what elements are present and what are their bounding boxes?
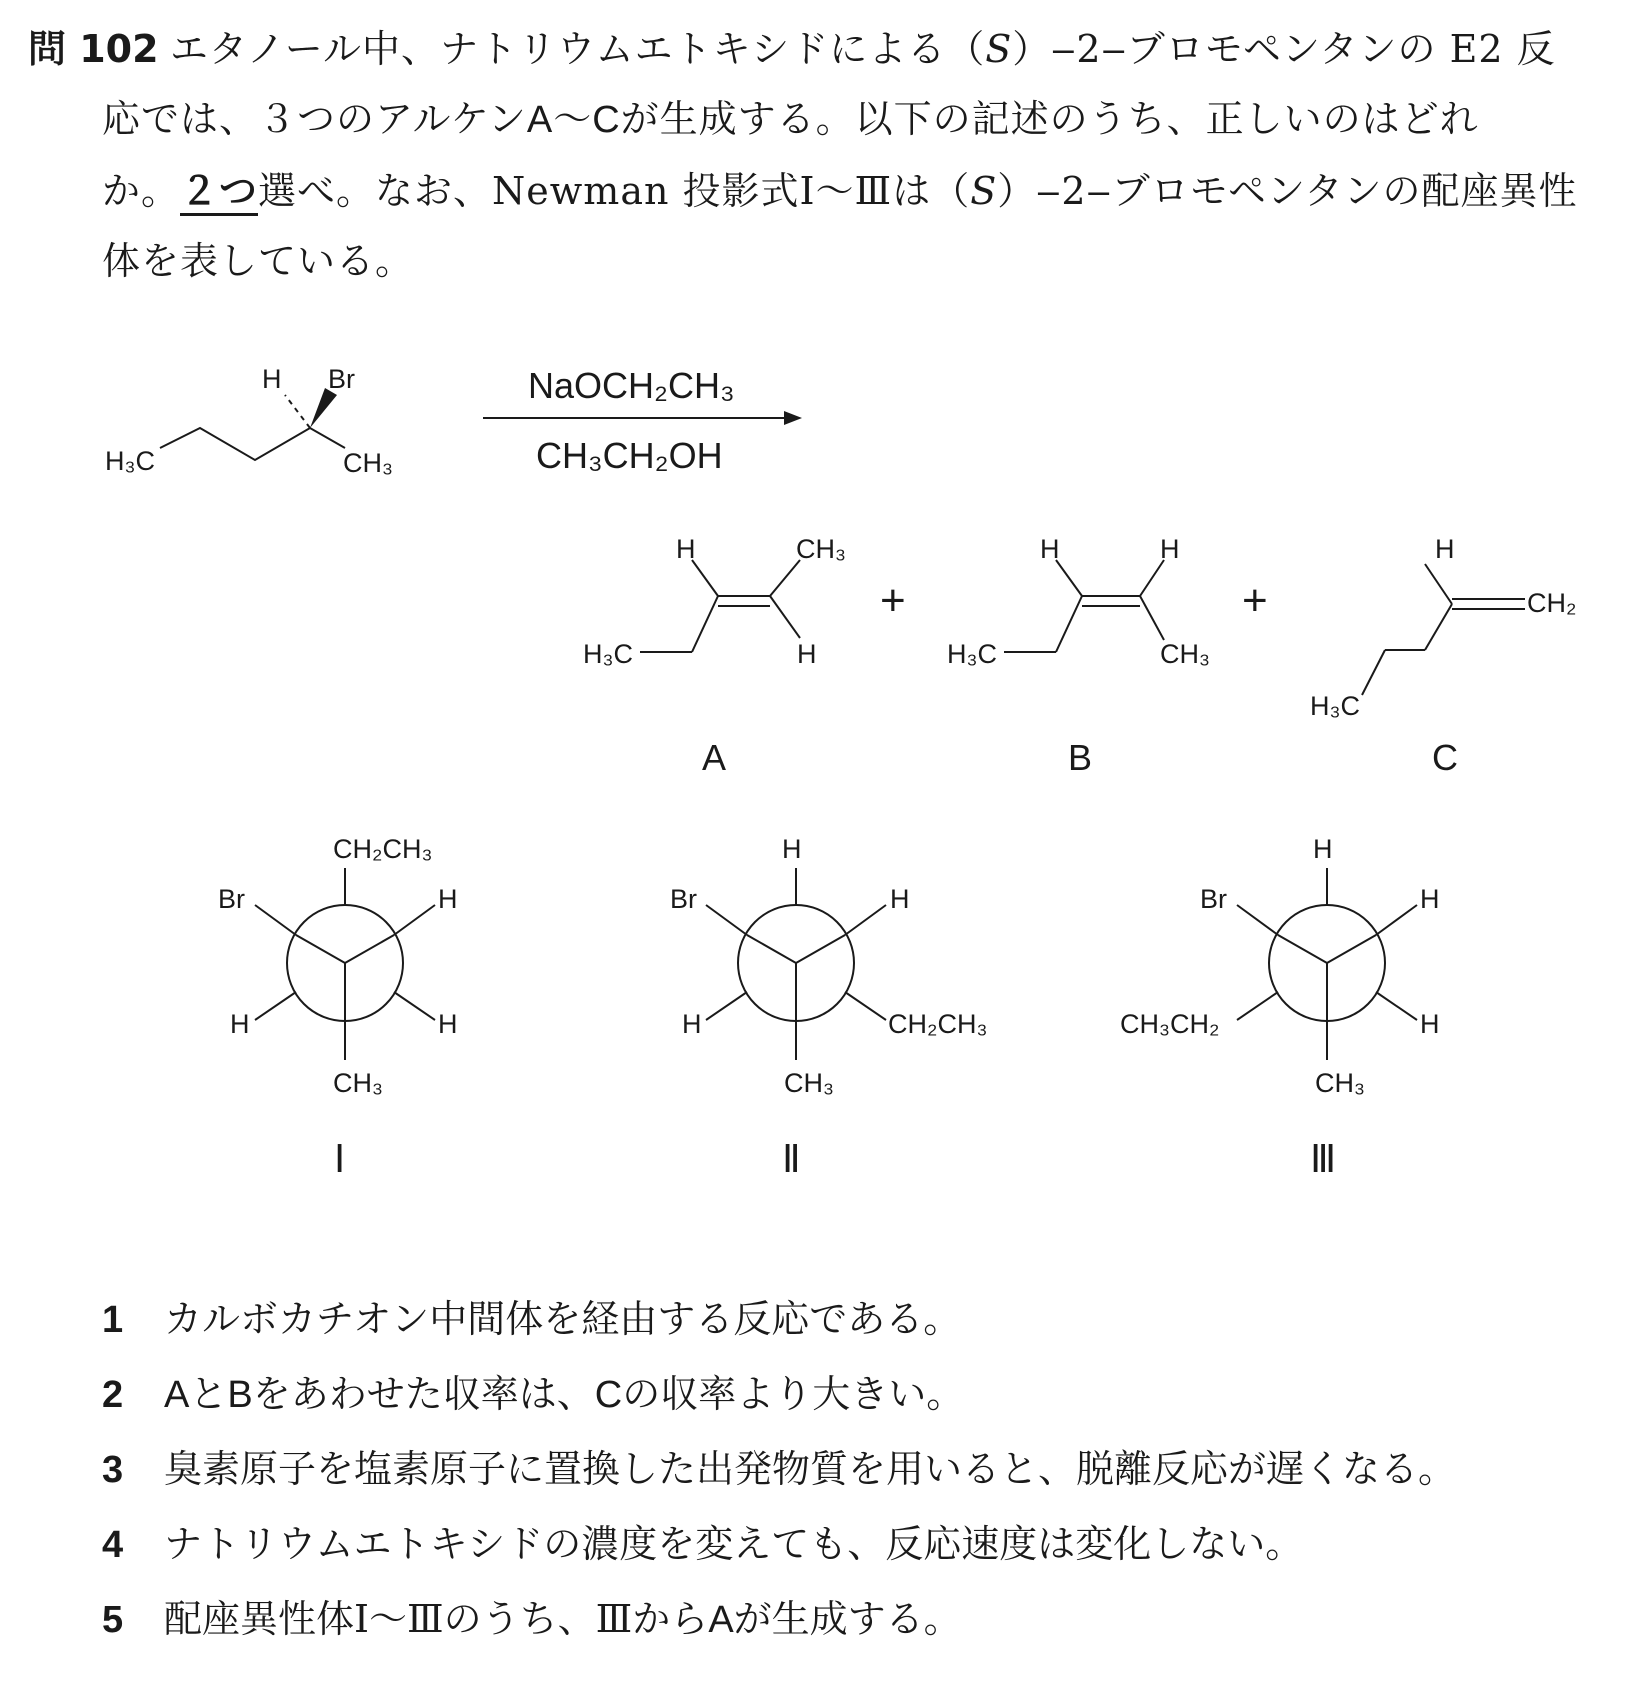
option-text: 配座異性体Ⅰ～Ⅲのうち、Ⅲから bbox=[164, 1597, 709, 1641]
newman-i-drawing bbox=[255, 868, 435, 1060]
n1-ur: H bbox=[438, 884, 458, 914]
c-h: H bbox=[1435, 534, 1455, 564]
dash-bond bbox=[285, 395, 310, 428]
text: ）‒2‒ブロモペンタンの E2 反 bbox=[1012, 27, 1556, 71]
wedge-bond bbox=[310, 388, 337, 428]
a-h-bottom: H bbox=[797, 639, 817, 669]
choose-two-emphasis: ２つ bbox=[180, 169, 258, 216]
start-h3c: H₃C bbox=[105, 446, 155, 476]
option-text: の収率より大きい。 bbox=[622, 1372, 965, 1416]
text: ）‒2‒ブロモペンタンの配座異性 bbox=[997, 169, 1578, 213]
option-1[interactable] bbox=[102, 1288, 961, 1343]
option-number: 5 bbox=[102, 1599, 124, 1641]
n3-bottom: CH₃ bbox=[1315, 1068, 1365, 1098]
n3-lr: H bbox=[1420, 1009, 1440, 1039]
product-c-label: C bbox=[1432, 737, 1458, 778]
option-number: 4 bbox=[102, 1524, 124, 1566]
arrow-head bbox=[784, 411, 802, 425]
n1-top: CH₂CH₃ bbox=[333, 834, 433, 864]
text: エタノール中、ナトリウムエトキシドによる（ bbox=[170, 27, 986, 71]
reagent-top: NaOCH₂CH₃ bbox=[528, 365, 735, 406]
newman-iii-label: Ⅲ bbox=[1310, 1139, 1337, 1180]
start-h: H bbox=[262, 364, 282, 394]
n2-ur: H bbox=[890, 884, 910, 914]
a-ch3: CH₃ bbox=[796, 534, 846, 564]
option-number: 3 bbox=[102, 1449, 124, 1491]
b-ch3: CH₃ bbox=[1160, 639, 1210, 669]
option-4[interactable] bbox=[102, 1513, 1303, 1568]
option-2[interactable] bbox=[102, 1363, 964, 1418]
text: 応では、３つのアルケン bbox=[102, 97, 527, 141]
option-3[interactable] bbox=[102, 1438, 1456, 1493]
start-skeleton bbox=[160, 428, 345, 460]
n3-br: Br bbox=[1200, 884, 1227, 914]
b-h-top-left: H bbox=[1040, 534, 1060, 564]
plus-sign: + bbox=[880, 576, 906, 625]
question-line-4: 体を表している。 bbox=[102, 239, 415, 283]
n3-top: H bbox=[1313, 834, 1333, 864]
label-a: A bbox=[164, 1374, 190, 1416]
a-h3c: H₃C bbox=[583, 639, 633, 669]
n2-br: Br bbox=[670, 884, 697, 914]
label-c: C bbox=[592, 99, 621, 141]
option-text: と bbox=[189, 1372, 228, 1416]
a-h-top: H bbox=[676, 534, 696, 564]
option-number: 1 bbox=[102, 1299, 124, 1341]
b-h-top-right: H bbox=[1160, 534, 1180, 564]
product-a-label: A bbox=[702, 737, 727, 778]
text: ～ bbox=[553, 97, 593, 141]
n1-ll: H bbox=[230, 1009, 250, 1039]
n2-lr: CH₂CH₃ bbox=[888, 1009, 988, 1039]
label-b: B bbox=[227, 1374, 253, 1416]
option-5[interactable] bbox=[102, 1588, 962, 1643]
option-text: をあわせた収率は、 bbox=[252, 1372, 595, 1416]
stereo-s: S bbox=[970, 169, 998, 213]
newman-iii-drawing bbox=[1237, 868, 1417, 1060]
question-number: 問 102 bbox=[28, 27, 159, 71]
label-a: A bbox=[708, 1599, 734, 1641]
text: か。 bbox=[102, 169, 181, 213]
product-b-label: B bbox=[1068, 737, 1093, 778]
option-text: 臭素原子を塩素原子に置換した出発物質を用いると、脱離反応が遅くなる。 bbox=[164, 1447, 1457, 1491]
n3-ur: H bbox=[1420, 884, 1440, 914]
n1-lr: H bbox=[438, 1009, 458, 1039]
c-ch2: CH₂ bbox=[1527, 588, 1577, 618]
text: 選べ。なお、Newman 投影式Ⅰ～Ⅲは（ bbox=[258, 169, 971, 213]
newman-i-label: Ⅰ bbox=[334, 1139, 346, 1180]
option-text: が生成する。 bbox=[733, 1597, 962, 1641]
n2-bottom: CH₃ bbox=[784, 1068, 834, 1098]
n2-ll: H bbox=[682, 1009, 702, 1039]
start-br: Br bbox=[328, 364, 355, 394]
label-c: C bbox=[594, 1374, 623, 1416]
n1-br: Br bbox=[218, 884, 245, 914]
n2-top: H bbox=[782, 834, 802, 864]
start-ch3: CH₃ bbox=[343, 448, 393, 478]
newman-ii-drawing bbox=[706, 868, 886, 1060]
stereo-s: S bbox=[985, 27, 1013, 71]
reagent-bottom: CH₃CH₂OH bbox=[536, 435, 723, 476]
product-b-skeleton bbox=[1004, 560, 1164, 652]
option-text: カルボカチオン中間体を経由する反応である。 bbox=[164, 1297, 962, 1341]
plus-sign: + bbox=[1242, 576, 1268, 625]
product-c-skeleton bbox=[1362, 564, 1525, 695]
b-h3c: H₃C bbox=[947, 639, 997, 669]
label-a: A bbox=[526, 99, 554, 141]
newman-ii-label: Ⅱ bbox=[782, 1139, 801, 1180]
n1-bottom: CH₃ bbox=[333, 1068, 383, 1098]
option-number: 2 bbox=[102, 1374, 124, 1416]
c-h3c: H₃C bbox=[1310, 691, 1360, 721]
option-text: ナトリウムエトキシドの濃度を変えても、反応速度は変化しない。 bbox=[164, 1522, 1304, 1566]
product-a-skeleton bbox=[640, 560, 800, 652]
text: が生成する。以下の記述のうち、正しいのはどれ bbox=[620, 97, 1479, 141]
n3-ll: CH₃CH₂ bbox=[1120, 1009, 1220, 1039]
